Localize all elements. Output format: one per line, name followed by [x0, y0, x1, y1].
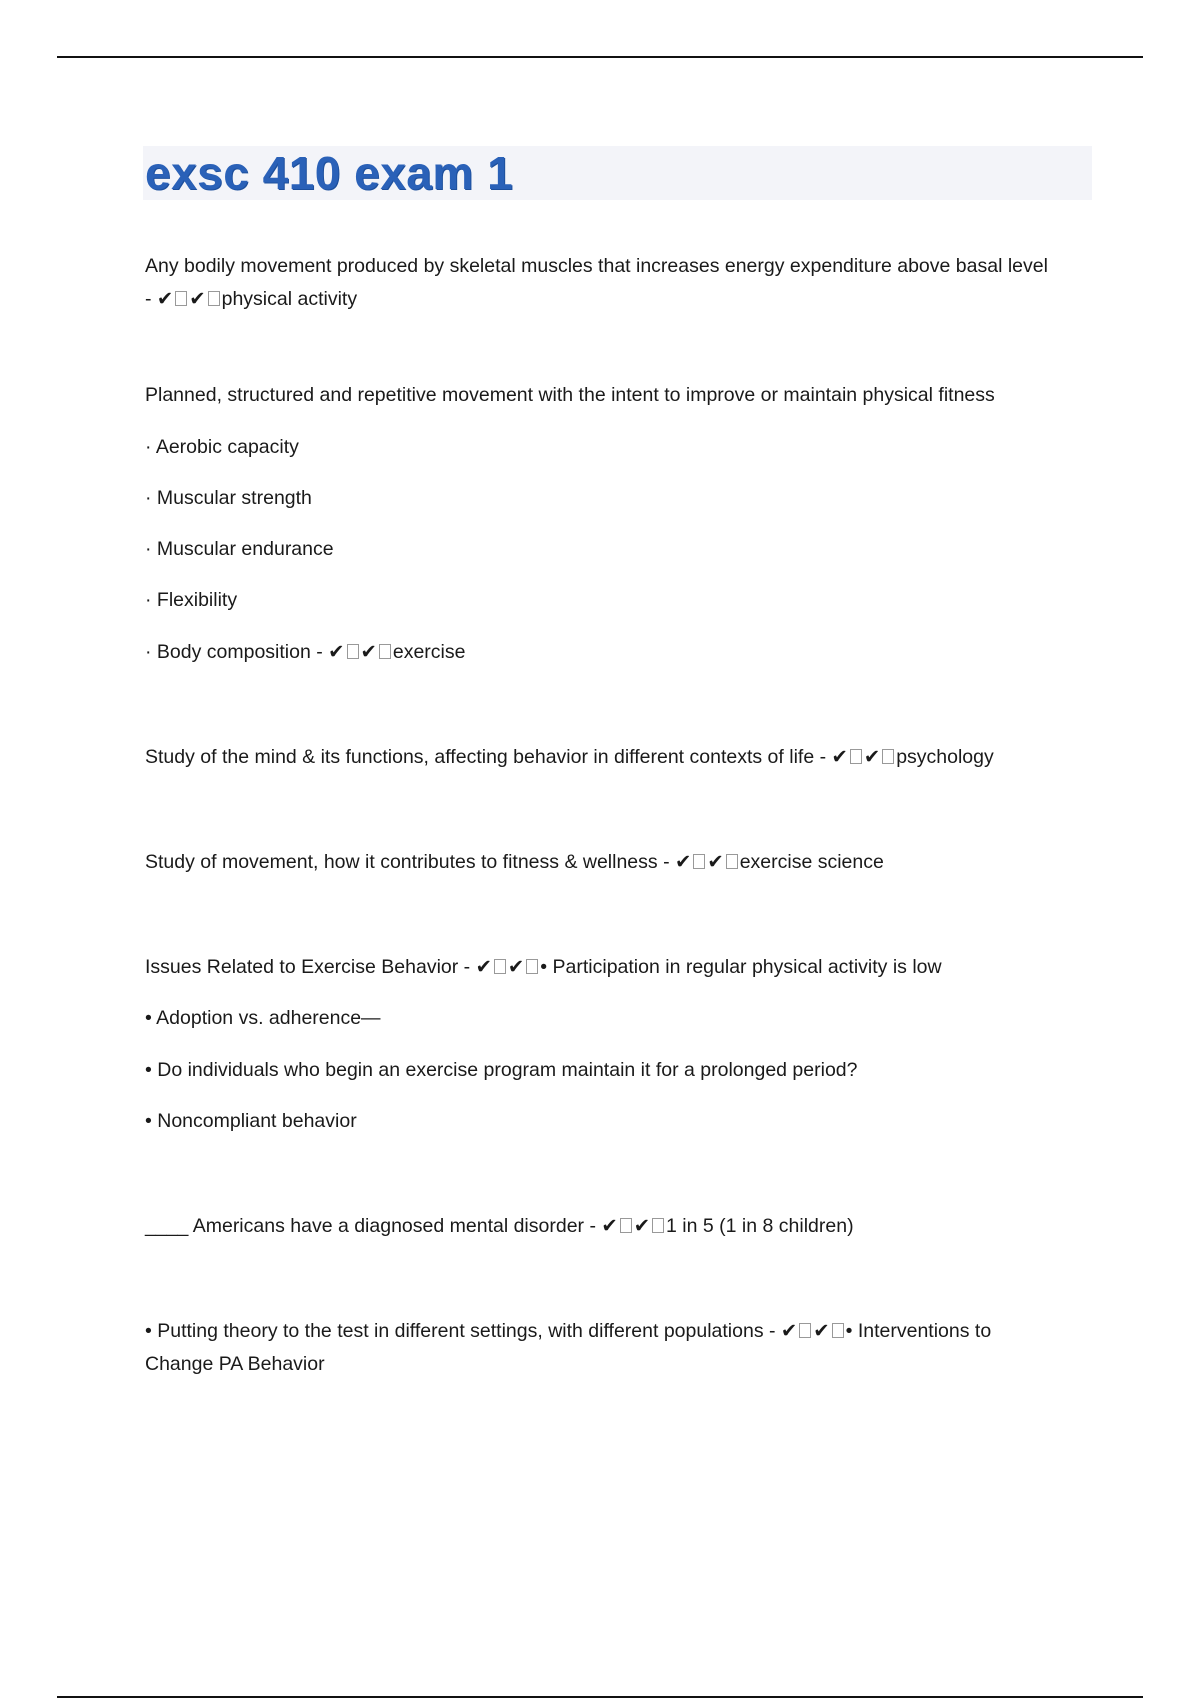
check-icon: ✔: [328, 641, 345, 663]
placeholder-box-icon: [494, 959, 506, 974]
answer-line: Study of the mind & its functions, affecting behavior in different contexts of life - ✔ ✔ psychology: [145, 741, 1090, 774]
answer-line: Study of movement, how it contributes to fitness & wellness - ✔ ✔ exercise science: [145, 846, 1090, 879]
qa-entry: [145, 250, 1090, 316]
qa-entry: [145, 846, 1090, 879]
answer-text: psychology: [896, 746, 994, 768]
answer-text: • Interventions to: [845, 1320, 992, 1342]
check-icon: ✔: [813, 1320, 830, 1342]
placeholder-box-icon: [726, 854, 738, 869]
list-item: · Muscular endurance: [145, 538, 334, 560]
check-icon: ✔: [707, 851, 724, 873]
list-item: • Do individuals who begin an exercise program maintain it for a prolonged period?: [145, 1059, 858, 1081]
top-rule: [57, 56, 1143, 58]
placeholder-box-icon: [620, 1218, 632, 1233]
list-item: · Aerobic capacity: [145, 436, 299, 458]
placeholder-box-icon: [175, 291, 187, 306]
placeholder-box-icon: [379, 644, 391, 659]
list-item: · Flexibility: [145, 589, 238, 611]
answer-text: physical activity: [221, 288, 358, 310]
check-icon: ✔: [156, 288, 174, 310]
check-icon: ✔: [189, 288, 206, 310]
placeholder-box-icon: [799, 1323, 811, 1338]
question-text: Any bodily movement produced by skeletal muscles that increases energy expenditure above basal level: [145, 255, 1048, 277]
check-icon: ✔: [601, 1215, 618, 1237]
question-text: Planned, structured and repetitive movement with the intent to improve or maintain physical fitness: [145, 384, 995, 406]
check-icon: ✔: [675, 851, 692, 873]
answer-text: • Participation in regular physical activity is low: [540, 956, 942, 978]
qa-entry: [145, 741, 1090, 774]
check-icon: ✔: [831, 746, 848, 768]
qa-entry: [145, 1315, 1090, 1381]
bottom-rule: [57, 1696, 1143, 1698]
check-icon: ✔: [633, 1215, 651, 1237]
check-icon: ✔: [780, 1320, 798, 1342]
list-item: · Muscular strength: [145, 487, 312, 509]
check-icon: ✔: [360, 641, 377, 663]
answer-text: exercise science: [739, 851, 884, 873]
answer-line: · Body composition - ✔ ✔ exercise: [145, 636, 1090, 669]
answer-line: - ✔ ✔ physical activity: [145, 283, 1090, 316]
placeholder-box-icon: [347, 644, 359, 659]
document-title: exsc 410 exam 1: [145, 147, 514, 199]
answer-line: Issues Related to Exercise Behavior - ✔ ✔ • Participation in regular physical activity is low: [145, 951, 1090, 984]
check-icon: ✔: [475, 956, 492, 978]
placeholder-box-icon: [832, 1323, 844, 1338]
answer-text: 1 in 5 (1 in 8 children): [666, 1215, 854, 1237]
placeholder-box-icon: [652, 1218, 664, 1233]
qa-entry: [145, 951, 1090, 1138]
check-icon: ✔: [863, 746, 881, 768]
qa-entry: [145, 379, 1090, 669]
qa-entry: [145, 1210, 1090, 1243]
check-icon: ✔: [507, 956, 525, 978]
answer-line: ____ Americans have a diagnosed mental disorder - ✔ ✔ 1 in 5 (1 in 8 children): [145, 1210, 1090, 1243]
placeholder-box-icon: [526, 959, 538, 974]
placeholder-box-icon: [850, 749, 862, 764]
placeholder-box-icon: [208, 291, 220, 306]
answer-continuation: Change PA Behavior: [145, 1353, 325, 1375]
placeholder-box-icon: [882, 749, 894, 764]
answer-line: • Putting theory to the test in different settings, with different populations - ✔ ✔ • Interventions to: [145, 1315, 1090, 1348]
answer-text: exercise: [392, 641, 466, 663]
list-item: • Adoption vs. adherence—: [145, 1007, 381, 1029]
placeholder-box-icon: [693, 854, 705, 869]
list-item: • Noncompliant behavior: [145, 1110, 357, 1132]
document-body: [145, 250, 1090, 1381]
